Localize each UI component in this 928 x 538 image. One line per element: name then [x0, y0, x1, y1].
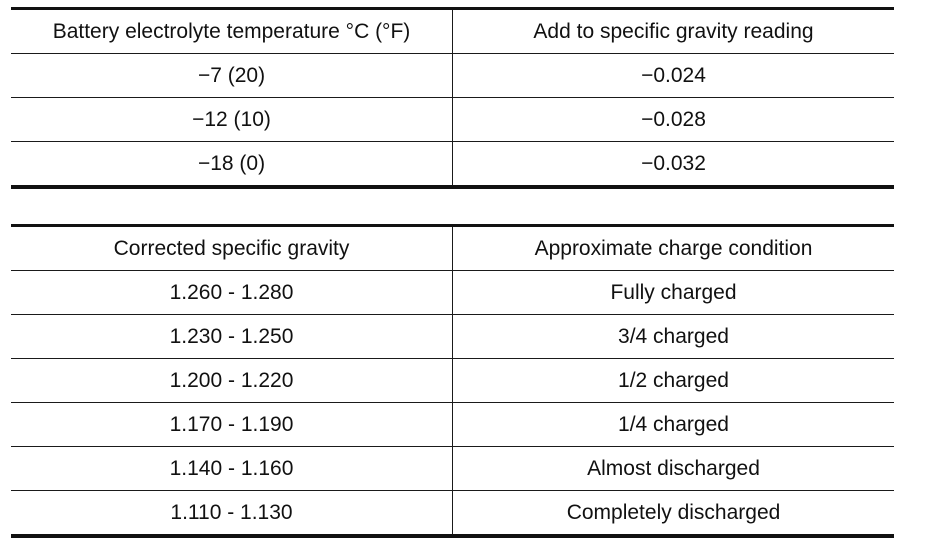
table-header-row: [11, 226, 894, 271]
table-row: [11, 403, 894, 447]
correction-cell: −0.024: [453, 54, 895, 98]
temperature-cell: −18 (0): [11, 142, 453, 188]
table-row: [11, 315, 894, 359]
temperature-cell: −7 (20): [11, 54, 453, 98]
charge-cell: Completely discharged: [566, 500, 781, 524]
temperature-column-header: Battery electrolyte temperature °C (°F): [11, 9, 453, 54]
charge-cell: 1/2 charged: [453, 359, 895, 403]
correction-column-header: Add to specific gravity reading: [453, 9, 895, 54]
temperature-cell: −12 (10): [11, 98, 453, 142]
correction-cell: −0.028: [453, 98, 895, 142]
charge-cell: 3/4 charged: [453, 315, 895, 359]
charge-cell: 1/4 charged: [453, 403, 895, 447]
temperature-correction-table: [11, 7, 894, 189]
gravity-cell: 1.260 - 1.280: [11, 271, 453, 315]
charge-cell: Fully charged: [453, 271, 895, 315]
table-row: [11, 359, 894, 403]
table-row: [11, 142, 894, 188]
gravity-column-header: Corrected specific gravity: [11, 226, 453, 271]
table-row: [11, 447, 894, 491]
gravity-cell: 1.230 - 1.250: [11, 315, 453, 359]
table-row: [11, 98, 894, 142]
charge-condition-table: [11, 224, 894, 538]
gravity-cell: 1.200 - 1.220: [11, 359, 453, 403]
charge-cell: Almost discharged: [453, 447, 895, 491]
table-header-row: [11, 9, 894, 54]
table-row: [11, 271, 894, 315]
charge-column-header: Approximate charge condition: [453, 226, 895, 271]
table-row: [11, 54, 894, 98]
gravity-cell: 1.110 - 1.130: [11, 491, 453, 537]
gravity-cell: 1.170 - 1.190: [11, 403, 453, 447]
correction-cell: −0.032: [641, 151, 706, 175]
table-row: [11, 491, 894, 537]
gravity-cell: 1.140 - 1.160: [11, 447, 453, 491]
